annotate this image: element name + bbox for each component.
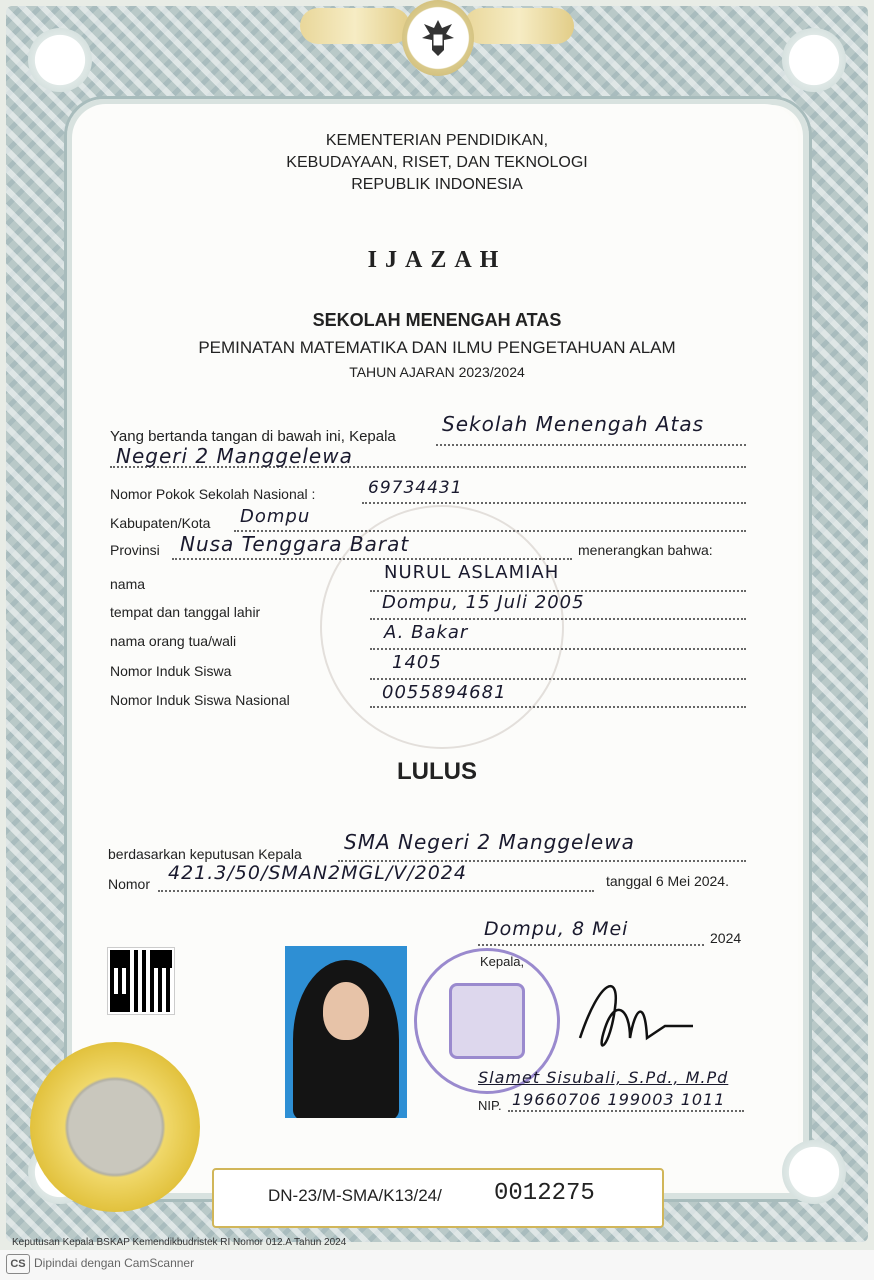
dotted-line [370,678,746,680]
decision-basis-value: SMA Negeri 2 Manggelewa [344,830,635,854]
npsn-value: 69734431 [368,478,463,498]
graduation-status: LULUS [397,758,477,785]
dotted-line [158,890,594,892]
name-label: nama [110,576,146,592]
npsn-label: Nomor Pokok Sekolah Nasional : [110,486,316,502]
nisn-label: Nomor Induk Siswa Nasional [110,692,290,708]
emblem-ornament-right [464,8,574,44]
dotted-line [370,648,746,650]
school-level: SEKOLAH MENENGAH ATAS [312,310,562,330]
dotted-line [370,618,746,620]
nisn-value: 0055894681 [382,682,507,703]
decision-basis-label: berdasarkan keputusan Kepala [108,846,302,862]
nis-value: 1405 [392,652,442,673]
ministry-line-1: KEMENTERIAN PENDIDIKAN, [325,132,549,149]
decision-date: tanggal 6 Mei 2024. [606,873,729,889]
nis-label: Nomor Induk Siswa [110,663,232,679]
ministry-line-3: REPUBLIK INDONESIA [351,176,523,193]
serial-prefix: DN-23/M-SMA/K13/24/ [268,1186,442,1205]
dotted-line [478,944,704,946]
garuda-emblem-icon [402,0,474,76]
name-value: NURUL ASLAMIAH [384,562,560,583]
nip-value: 19660706 199003 1011 [512,1090,726,1109]
parent-label: nama orang tua/wali [110,633,237,649]
gold-hologram-seal [30,1042,200,1212]
province-value: Nusa Tenggara Barat [180,532,410,556]
province-label: Provinsi [110,542,160,558]
corner-ornament-top-left [28,28,92,92]
birth-value: Dompu, 15 Juli 2005 [382,592,585,613]
corner-ornament-top-right [782,28,846,92]
signing-place-date: Dompu, 8 Mei [484,918,629,940]
dotted-line [172,558,572,560]
academic-year: TAHUN AJARAN 2023/2024 [349,364,525,380]
nip-label: NIP. [478,1098,502,1113]
footer-legal-note: Keputusan Kepala BSKAP Kemendikbudristek RI Nomor 012.A Tahun 2024 [12,1237,347,1248]
qr-code [108,948,174,1014]
signing-year: 2024 [710,930,742,946]
corner-ornament-bottom-right [782,1140,846,1204]
birth-label: tempat dan tanggal lahir [110,604,261,620]
signature [575,968,695,1068]
regency-value: Dompu [240,506,311,527]
dotted-line [362,502,746,504]
dotted-line [508,1110,744,1112]
parent-value: A. Bakar [384,622,469,643]
regency-label: Kabupaten/Kota [110,515,211,531]
dotted-line [436,444,746,446]
scanner-watermark-text: Dipindai dengan CamScanner [34,1256,195,1270]
certifies-label: menerangkan bahwa: [578,542,713,558]
decision-number-value: 421.3/50/SMAN2MGL/V/2024 [168,862,467,884]
school-name-line-1: Sekolah Menengah Atas [442,412,705,436]
signer-name: Slamet Sisubali, S.Pd., M.Pd [478,1068,729,1087]
dotted-line [370,706,746,708]
ministry-line-2: KEBUDAYAAN, RISET, DAN TEKNOLOGI [286,154,588,171]
school-name-line-2: Negeri 2 Manggelewa [116,444,353,468]
specialization: PEMINATAN MATEMATIKA DAN ILMU PENGETAHUAN ALAM [198,338,676,357]
camscanner-logo-icon: CS [6,1254,30,1274]
intro-label: Yang bertanda tangan di bawah ini, Kepala [110,428,396,445]
certificate-title: IJAZAH [367,247,507,273]
student-photo [285,946,407,1118]
signer-role: Kepala, [480,954,525,969]
serial-number: 0012275 [494,1180,595,1207]
emblem-ornament-left [300,8,410,44]
decision-number-label: Nomor [108,876,151,892]
